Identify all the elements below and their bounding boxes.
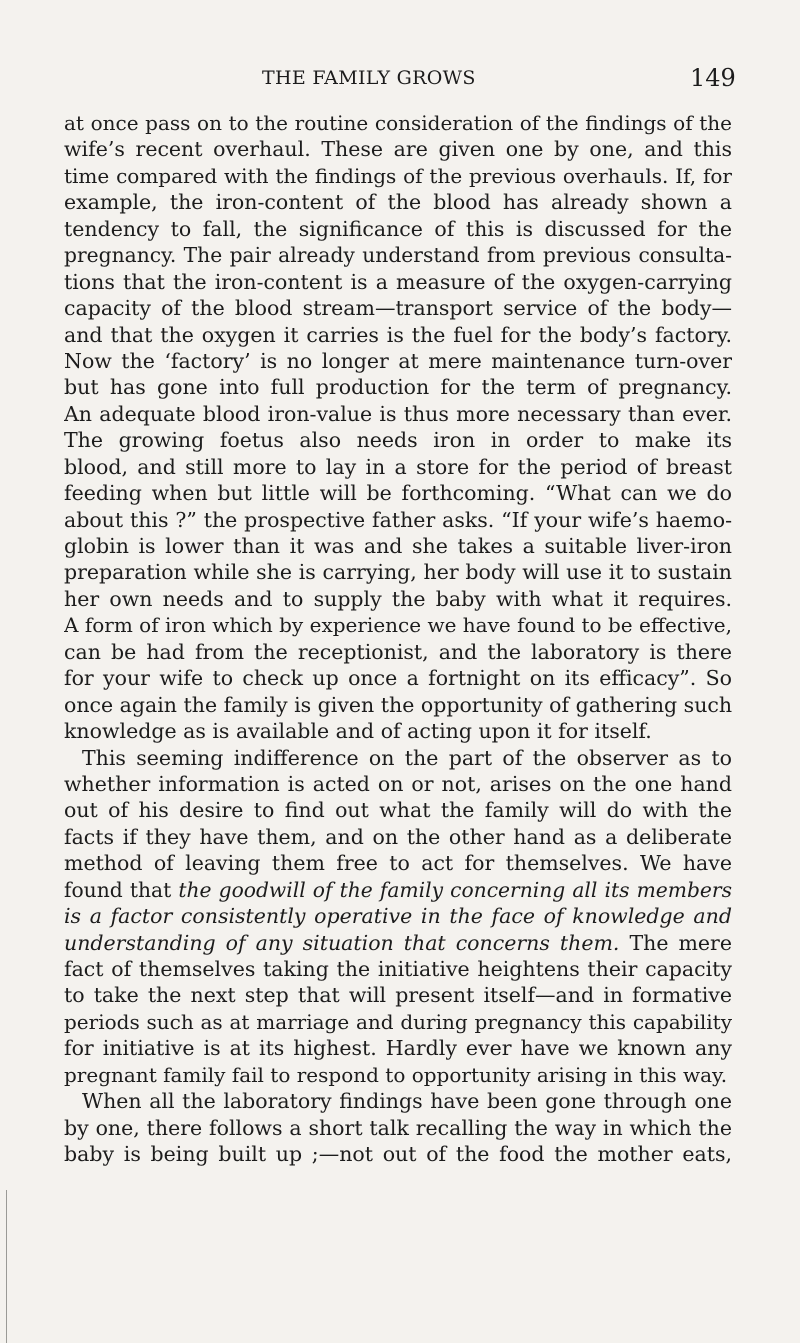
text-line: preparation while she is carrying, her body will use it to sustain (64, 560, 732, 585)
text-line (64, 903, 732, 929)
text-line: tions that the iron-content is a measure of the oxygen-carrying (64, 269, 732, 294)
text-line (64, 930, 732, 956)
text-line: once again the family is given the opportunity of gathering such (64, 692, 732, 717)
italic-span: understanding of any situation that concerns them. (64, 930, 620, 955)
text-line: The growing foetus also needs iron in order to make its (64, 428, 732, 453)
text-line: to take the next step that will present itself—and in formative (64, 983, 732, 1008)
text-line: capacity of the blood stream—transport service of the body— (64, 296, 732, 321)
text-line: by one, there follows a short talk recalling the way in which the (64, 1115, 732, 1140)
text-line: time compared with the findings of the previous overhauls. If, for (64, 163, 732, 188)
body-text (64, 110, 732, 1168)
page-number: 149 (690, 64, 736, 92)
running-head (0, 64, 800, 94)
text-span: The mere (629, 930, 732, 955)
text-line: facts if they have them, and on the other hand as a deliberate (64, 824, 732, 849)
text-line: can be had from the receptionist, and the laboratory is there (64, 639, 732, 664)
text-line: pregnancy. The pair already understand from previous consulta- (64, 243, 732, 268)
text-line: globin is lower than it was and she takes a suitable liver-iron (64, 534, 732, 558)
text-line: but has gone into full production for the term of pregnancy. (64, 375, 732, 400)
text-line: baby is being built up ;—not out of the food the mother eats, (64, 1142, 732, 1167)
running-title: THE FAMILY GROWS (262, 67, 476, 89)
text-line: Now the ‘factory’ is no longer at mere maintenance turn-over (64, 348, 732, 373)
text-line: whether information is acted on or not, arises on the one hand (64, 771, 732, 796)
text-line: A form of iron which by experience we have found to be effective, (64, 613, 732, 638)
page-edge-shadow (6, 1190, 7, 1343)
italic-span: is a factor consistently operative in the face of knowledge and (64, 904, 732, 929)
text-span: found that (64, 877, 172, 902)
text-line: This seeming indifference on the part of the observer as to (82, 745, 732, 770)
text-line: for initiative is at its highest. Hardly ever have we known any (64, 1036, 732, 1061)
text-line: tendency to fall, the significance of this is discussed for the (64, 216, 732, 241)
text-line: for your wife to check up once a fortnight on its efficacy”. So (64, 666, 732, 691)
text-line (64, 877, 732, 903)
text-line: method of leaving them free to act for themselves. We have (64, 851, 732, 876)
text-line: blood, and still more to lay in a store for the period of breast (64, 454, 732, 479)
text-line: her own needs and to supply the baby with what it requires. (64, 586, 732, 611)
text-line: knowledge as is available and of acting upon it for itself. (64, 719, 652, 744)
text-line: at once pass on to the routine consideration of the findings of the (64, 111, 732, 135)
text-line: feeding when but little will be forthcoming. “What can we do (64, 481, 732, 506)
text-line: about this ?” the prospective father asks. “If your wife’s haemo- (64, 507, 732, 532)
text-line: periods such as at marriage and during pregnancy this capability (64, 1009, 732, 1034)
text-line: pregnant family fail to respond to opportunity arising in this way. (64, 1062, 728, 1087)
text-line: out of his desire to find out what the family will do with the (64, 798, 732, 823)
text-line: example, the iron-content of the blood has already shown a (64, 190, 732, 215)
italic-span: the goodwill of the family concerning all its members (178, 877, 732, 902)
text-line: When all the laboratory findings have been gone through one (82, 1089, 732, 1114)
text-line: wife’s recent overhaul. These are given one by one, and this (64, 137, 732, 162)
text-line: An adequate blood iron-value is thus more necessary than ever. (64, 401, 732, 426)
text-line: and that the oxygen it carries is the fuel for the body’s factory. (64, 322, 732, 347)
text-line: fact of themselves taking the initiative heightens their capacity (64, 957, 732, 981)
